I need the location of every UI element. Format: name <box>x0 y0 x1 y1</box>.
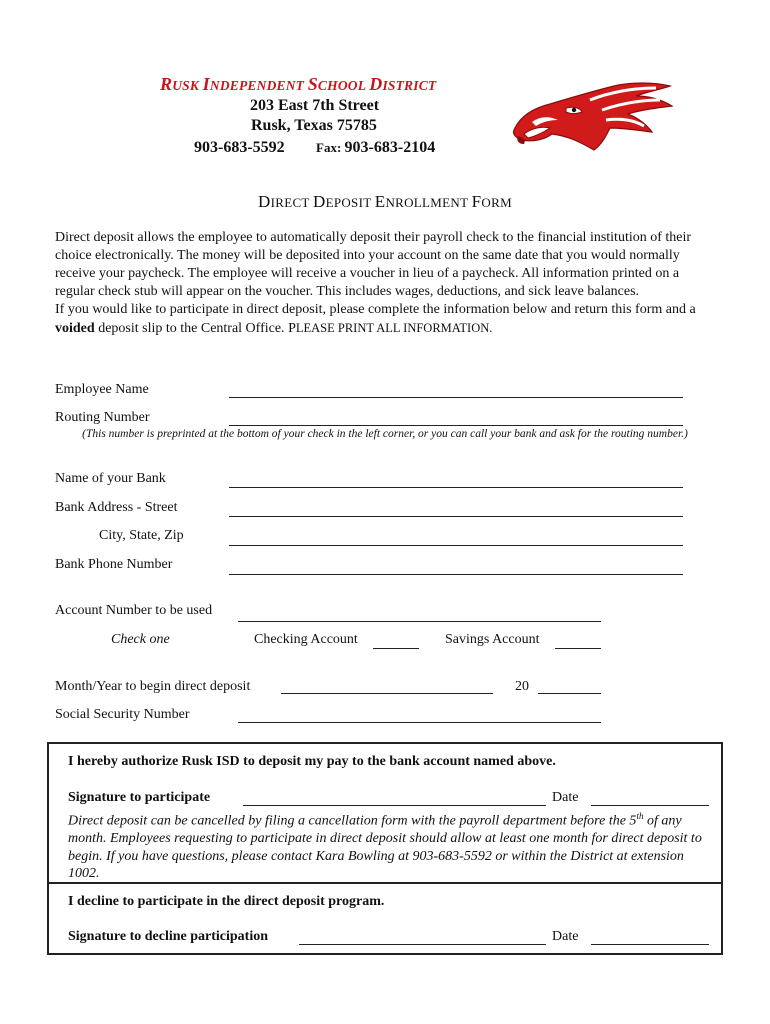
decline-statement: I decline to participate in the direct deposit program. <box>68 894 385 909</box>
fax-number: Fax: 903-683-2104 <box>316 139 436 156</box>
month-year-label: Month/Year to begin direct deposit <box>55 679 251 694</box>
authorize-statement: I hereby authorize Rusk ISD to deposit my pay to the bank account named above. <box>68 754 556 769</box>
savings-account-checkbox[interactable] <box>555 648 601 649</box>
account-number-label: Account Number to be used <box>55 603 213 618</box>
checking-account-checkbox[interactable] <box>373 648 419 649</box>
date-decline-field[interactable] <box>591 944 709 945</box>
eagle-head-logo <box>510 78 674 152</box>
savings-account-label: Savings Account <box>445 632 540 647</box>
district-name: RUSK INDEPENDENT SCHOOL DISTRICT <box>160 74 437 94</box>
bank-street-field[interactable] <box>229 516 683 517</box>
date-label-2: Date <box>552 929 579 944</box>
month-year-field[interactable] <box>281 693 493 694</box>
year-prefix: 20 <box>515 679 529 694</box>
ssn-field[interactable] <box>238 722 601 723</box>
routing-number-label: Routing Number <box>55 410 150 425</box>
street-address: 203 East 7th Street <box>250 97 380 114</box>
signature-decline-field[interactable] <box>299 944 546 945</box>
check-one-label: Check one <box>111 632 170 647</box>
bank-name-label: Name of your Bank <box>55 471 166 486</box>
checking-account-label: Checking Account <box>254 632 358 647</box>
signature-decline-label: Signature to decline participation <box>68 929 269 944</box>
intro-text <box>55 229 715 338</box>
year-field[interactable] <box>538 693 601 694</box>
signature-participate-field[interactable] <box>243 805 546 806</box>
routing-number-field[interactable] <box>229 425 683 426</box>
cancellation-note: Direct deposit can be cancelled by filing a cancellation form with the payroll department before the 5th of any month. Employees requesting to participate in direct deposit should allow at least one month for direct deposit to begin. If you have questions, please contact Kara Bowling at 903-683-5592 or within the District at extension 1002. <box>68 811 702 882</box>
date-label: Date <box>552 790 579 805</box>
form-title: DIRECT DEPOSIT ENROLLMENT FORM <box>258 192 512 211</box>
city-address: Rusk, Texas 75785 <box>251 117 377 134</box>
bank-phone-field[interactable] <box>229 574 683 575</box>
phone-number: 903-683-5592 <box>194 139 285 156</box>
bank-name-field[interactable] <box>229 487 683 488</box>
account-number-field[interactable] <box>238 621 601 622</box>
bank-city-field[interactable] <box>229 545 683 546</box>
date-participate-field[interactable] <box>591 805 709 806</box>
routing-number-note: (This number is preprinted at the bottom of your check in the left corner, or you can call your bank and ask for the routing number.) <box>82 428 688 440</box>
ssn-label: Social Security Number <box>55 707 190 722</box>
signature-participate-label: Signature to participate <box>68 790 211 805</box>
intro-paragraph: Direct deposit allows the employee to automatically deposit their payroll check to the financial institution of their choice electronically. The money will be deposited into your account on the same date that you would normally receive your paycheck. The employee will receive a voucher in lieu of a paycheck. All information printed on a regular check stub will appear on the voucher. This includes wages, deductions, and sick leave balances. <box>55 230 692 299</box>
bank-street-label: Bank Address - Street <box>55 500 178 515</box>
employee-name-label: Employee Name <box>55 382 149 397</box>
bank-phone-label: Bank Phone Number <box>55 557 173 572</box>
bank-city-label: City, State, Zip <box>99 528 184 543</box>
instruction-paragraph: If you would like to participate in direct deposit, please complete the information below and return this form and a voided deposit slip to the Central Office. PLEASE PRINT ALL INFORMATION. <box>55 302 696 336</box>
employee-name-field[interactable] <box>229 397 683 398</box>
